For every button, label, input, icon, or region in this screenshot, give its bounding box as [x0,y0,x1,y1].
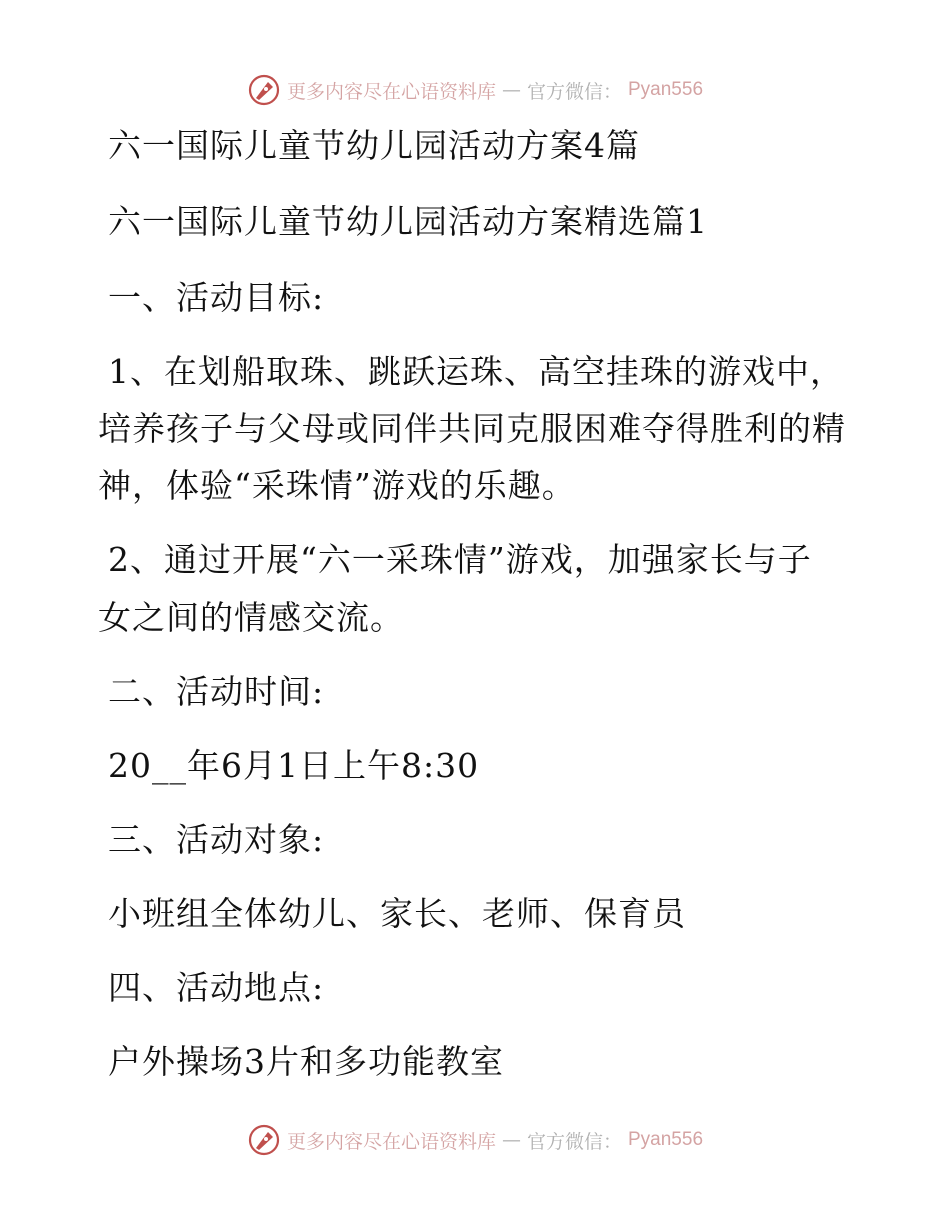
watermark-separator: — [501,1129,521,1151]
watermark-separator: — [501,79,521,101]
watermark-text: 更多内容尽在心语资料库 [286,80,496,103]
pen-nib-logo-icon [247,1123,281,1157]
watermark-banner-top [0,70,950,110]
paragraph-goal-2-line-2: 女之间的情感交流。 [98,598,404,637]
paragraph-goal-1-line-3: 神，体验“采珠情”游戏的乐趣。 [98,466,576,505]
section-heading-location: 四、活动地点: [108,968,325,1007]
pen-nib-logo-icon [247,73,281,107]
watermark-wechat-label: 官方微信： [526,80,622,103]
watermark-wechat-id: Pyan556 [628,79,704,100]
activity-time-text: 20__年6月1日上午8:30 [108,746,480,785]
section-heading-goals: 一、活动目标: [108,278,325,317]
watermark-text: 更多内容尽在心语资料库 [286,1130,496,1153]
document-subtitle: 六一国际儿童节幼儿园活动方案精选篇1 [108,202,708,241]
watermark-banner-bottom [0,1120,950,1160]
watermark-wechat-id: Pyan556 [628,1129,704,1150]
document-title: 六一国际儿童节幼儿园活动方案4篇 [108,126,640,165]
paragraph-goal-1-line-1: 1、在划船取珠、跳跃运珠、高空挂珠的游戏中， [108,352,844,391]
participants-text: 小班组全体幼儿、家长、老师、保育员 [108,894,686,933]
section-heading-time: 二、活动时间: [108,672,325,711]
location-text: 户外操场3片和多功能教室 [108,1042,504,1081]
watermark-wechat-label: 官方微信： [526,1130,622,1153]
paragraph-goal-1-line-2: 培养孩子与父母或同伴共同克服困难夺得胜利的精 [98,409,846,448]
paragraph-goal-2-line-1: 2、通过开展“六一采珠情”游戏，加强家长与子 [108,540,812,579]
section-heading-participants: 三、活动对象: [108,820,325,859]
